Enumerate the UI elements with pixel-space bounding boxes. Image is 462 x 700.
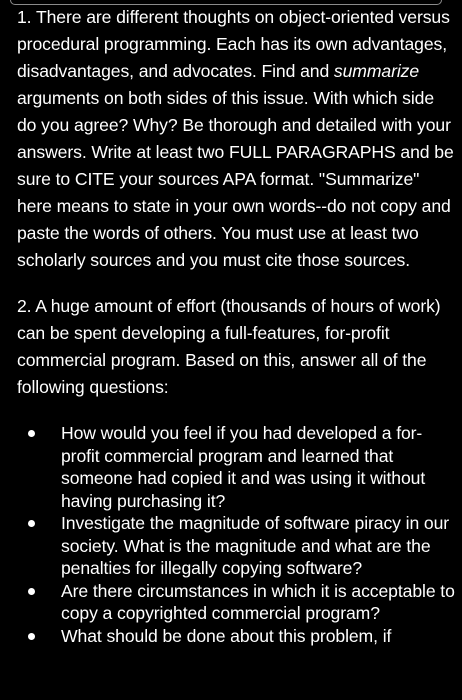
question-1 [17,4,457,274]
bullet-item [17,422,457,512]
question-1-text-start: 1. There are different thoughts on object-oriented versus procedural programming. Each has its own advantages, disadvantages, and advocates. Find and [17,7,450,81]
question-2-bullet-list [17,422,457,647]
bullet-item [17,625,457,648]
question-2: 2. A huge amount of effort (thousands of hours of work) can be spent developing a full-features, for-profit commercial program. Based on this, answer all of the following questions: [17,296,441,397]
bullet-dot-icon [28,520,35,527]
bullet-item [17,580,457,625]
bullet-item [17,512,457,580]
bullet-dot-icon [28,588,35,595]
bullet-dot-icon [28,633,35,640]
bullet-text: What should be done about this problem, if [61,625,392,646]
question-1-italic-word: summarize [333,61,420,81]
bullet-dot-icon [28,430,35,437]
question-text-block [17,4,457,647]
bullet-text: How would you feel if you had developed a for-profit commercial program and learned that someone had copied it and was using it without having purchasing it? [61,423,426,511]
bullet-text: Investigate the magnitude of software piracy in our society. What is the magnitude and what are the penalties for illegally copying software? [61,513,450,578]
bullet-text: Are there circumstances in which it is acceptable to copy a copyrighted commercial program? [61,580,455,623]
question-1-text-end: arguments on both sides of this issue. With which side do you agree? Why? Be thorough and detailed with your answers. Write at least two FULL PARAGRAPHS and be sure to CITE your sources APA format. "Summarize" here means to state in your own words--do not copy and paste the words of others. You must use at least two scholarly sources and you must cite those sources. [17,88,454,270]
